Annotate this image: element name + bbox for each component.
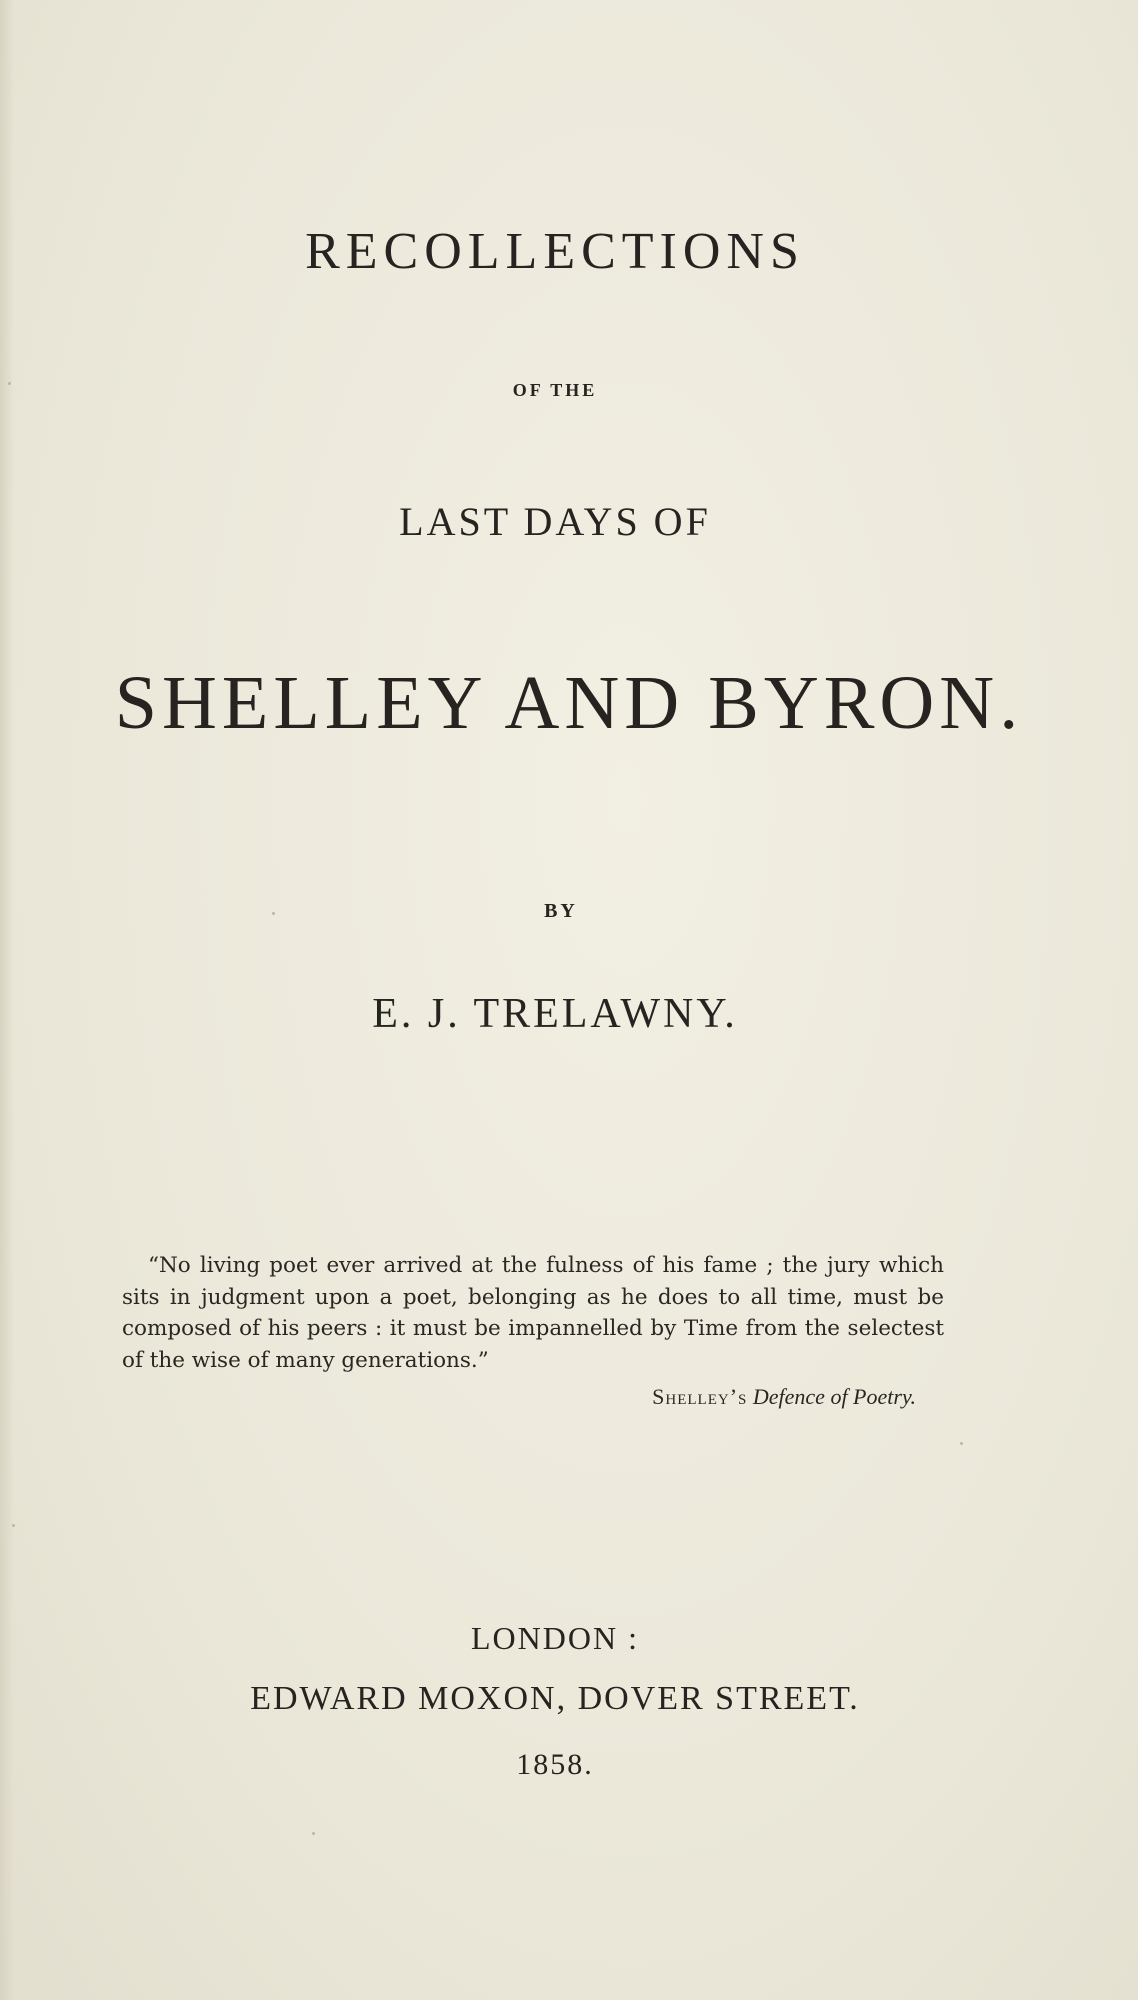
paper-speck <box>960 1442 963 1445</box>
imprint-year: 1858. <box>516 1748 594 1781</box>
imprint-publisher: EDWARD MOXON, DOVER STREET. <box>250 1680 860 1717</box>
by-label: BY <box>544 900 578 922</box>
author-name: E. J. TRELAWNY. <box>372 991 738 1037</box>
paper-speck <box>12 1524 15 1527</box>
paper-speck <box>312 1832 315 1835</box>
paper-speck <box>272 912 275 915</box>
epigraph-attribution <box>652 1384 916 1410</box>
attribution-author: Shelley’s <box>652 1384 748 1409</box>
title-last-days-of: LAST DAYS OF <box>399 499 711 544</box>
title-recollections: RECOLLECTIONS <box>305 223 805 280</box>
attribution-work: Defence of Poetry. <box>752 1384 916 1409</box>
title-of-the: OF THE <box>512 380 598 400</box>
paper-speck <box>8 382 11 385</box>
imprint-city: LONDON : <box>471 1620 639 1656</box>
epigraph-quote <box>122 1250 944 1376</box>
epigraph-text: “No living poet ever arrived at the fulness of his fame ; the jury which sits in judgment upon a poet, belonging as he does to all time, must be composed of his peers : it must be impannelled by Time from the selectest of the wise of many generations.” <box>122 1253 944 1373</box>
title-shelley-and-byron: SHELLEY AND BYRON. <box>114 661 1024 745</box>
